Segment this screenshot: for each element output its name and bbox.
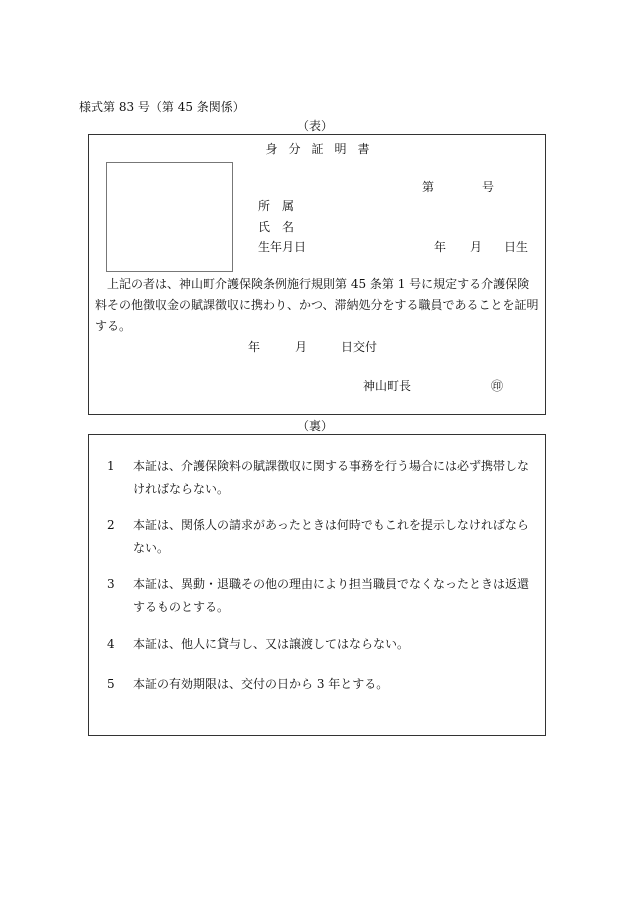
issue-month-label: 月 bbox=[295, 340, 308, 354]
certification-statement bbox=[95, 274, 540, 337]
issue-year-label: 年 bbox=[248, 340, 261, 354]
item-number: 3 bbox=[107, 577, 115, 591]
certificate-number-prefix: 第 bbox=[422, 180, 435, 194]
title-char: 証 bbox=[311, 142, 325, 156]
back-item-3 bbox=[107, 573, 539, 619]
back-item-2 bbox=[107, 514, 539, 560]
item-text: 本証は、介護保険料の賦課徴収に関する事務を行う場合には必ず携帯しなければならない。 bbox=[133, 459, 530, 496]
back-item-4 bbox=[107, 633, 539, 656]
item-number: 2 bbox=[107, 518, 115, 532]
photo-frame bbox=[106, 162, 233, 272]
seal-mark: ㊞ bbox=[491, 379, 504, 393]
birth-day-label: 日生 bbox=[504, 240, 529, 254]
issuer-name: 神山町長 bbox=[363, 379, 412, 393]
back-item-1 bbox=[107, 455, 539, 501]
item-number: 1 bbox=[107, 459, 115, 473]
item-number: 5 bbox=[107, 677, 115, 691]
front-side-label: （表） bbox=[296, 119, 333, 133]
form-number: 様式第 83 号（第 45 条関係） bbox=[79, 100, 245, 114]
certificate-title bbox=[89, 140, 547, 157]
back-item-5 bbox=[107, 673, 539, 696]
item-text: 本証の有効期限は、交付の日から 3 年とする。 bbox=[133, 677, 389, 691]
title-char: 明 bbox=[334, 142, 348, 156]
title-char: 書 bbox=[357, 142, 371, 156]
back-side-label: （裏） bbox=[296, 419, 333, 433]
birth-month-label: 月 bbox=[470, 240, 483, 254]
id-card-back bbox=[88, 434, 546, 736]
certificate-number-suffix: 号 bbox=[482, 180, 495, 194]
item-text: 本証は、関係人の請求があったときは何時でもこれを提示しなければならない。 bbox=[133, 518, 529, 555]
name-label: 氏 名 bbox=[258, 220, 295, 234]
title-char: 身 bbox=[265, 142, 279, 156]
title-char: 分 bbox=[288, 142, 302, 156]
birth-year-label: 年 bbox=[434, 240, 447, 254]
item-number: 4 bbox=[107, 637, 115, 651]
birthdate-label: 生年月日 bbox=[258, 240, 307, 254]
item-text: 本証は、他人に貸与し、又は譲渡してはならない。 bbox=[133, 637, 410, 651]
item-text: 本証は、異動・退職その他の理由により担当職員でなくなったときは返還するものとする。 bbox=[133, 577, 530, 614]
statement-text: 上記の者は、神山町介護保険条例施行規則第 45 条第 1 号に規定する介護保険料その他徴収金の賦課徴収に携わり、かつ、滞納処分をする職員であることを証明する。 bbox=[95, 277, 539, 333]
id-card-front bbox=[88, 134, 546, 415]
issue-day-label: 日交付 bbox=[341, 340, 378, 354]
affiliation-label: 所 属 bbox=[258, 199, 295, 213]
